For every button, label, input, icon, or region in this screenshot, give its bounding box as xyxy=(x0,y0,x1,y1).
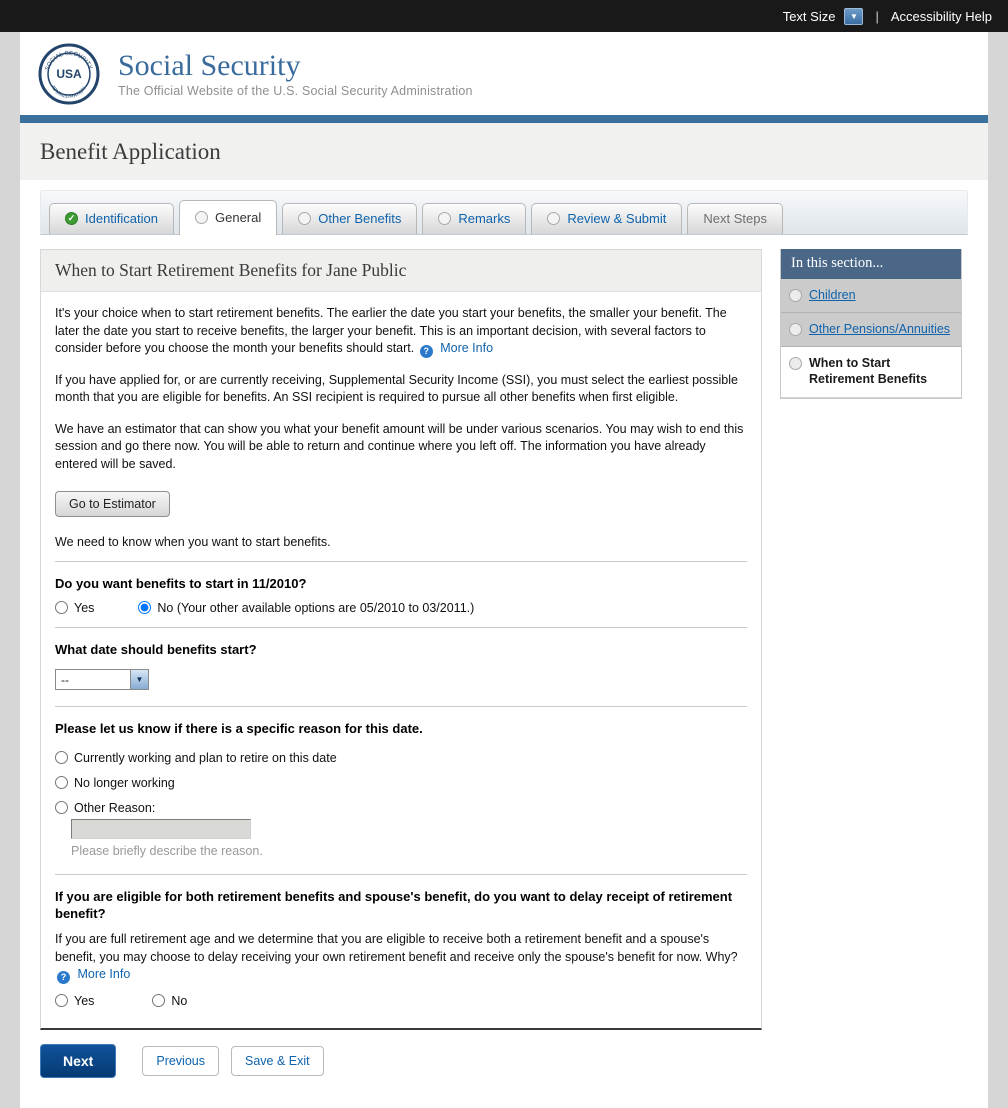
tab-label: Next Steps xyxy=(703,211,767,226)
tabstrip xyxy=(40,190,968,235)
tab-label: Identification xyxy=(85,211,158,226)
section-title: When to Start Retirement Benefits for Jane Public xyxy=(41,250,761,292)
page-container xyxy=(20,32,988,1108)
form-card xyxy=(40,249,762,1030)
question-start-label: Do you want benefits to start in 11/2010? xyxy=(55,576,307,592)
tabstrip-wrap xyxy=(20,180,988,235)
tab-general[interactable] xyxy=(179,200,277,235)
more-info-link-2[interactable]: More Info xyxy=(77,967,131,982)
reason-hint: Please briefly describe the reason. xyxy=(71,843,263,858)
start-yes-option[interactable] xyxy=(55,601,94,615)
divider xyxy=(55,874,747,875)
reason-not-working-label: No longer working xyxy=(74,775,175,790)
need-to-know-note: We need to know when you want to start benefits. xyxy=(55,535,331,550)
tab-remarks[interactable] xyxy=(422,203,526,234)
reason-other-label: Other Reason: xyxy=(74,800,156,815)
tab-review-submit[interactable] xyxy=(531,203,682,234)
tab-label: General xyxy=(215,210,262,225)
select-value: -- xyxy=(61,672,69,687)
brand-block xyxy=(118,50,473,99)
question-date-label: What date should benefits start? xyxy=(55,641,257,657)
chevron-down-icon[interactable]: ▼ xyxy=(130,670,148,689)
delay-yes-option[interactable] xyxy=(55,994,94,1008)
question-delay-options xyxy=(55,994,747,1008)
tab-other-benefits[interactable] xyxy=(282,203,417,234)
delay-yes-radio[interactable] xyxy=(55,994,68,1007)
form-actions xyxy=(20,1030,988,1078)
delay-description-text: If you are full retirement age and we determine that you are eligible to receive both a retirement benefit and a spouse's benefit, you may choose to delay receiving your own retirement benefit and receive only the spouse's benefit for now. Why? xyxy=(55,932,738,964)
next-button[interactable]: Next xyxy=(40,1044,116,1078)
page-title: Benefit Application xyxy=(40,139,221,164)
help-icon[interactable]: ? xyxy=(57,971,70,984)
section-sidebar xyxy=(780,249,962,399)
start-yes-radio[interactable] xyxy=(55,601,68,614)
benefit-start-date-select[interactable] xyxy=(55,669,149,690)
more-info-link[interactable]: More Info xyxy=(440,341,494,355)
divider xyxy=(55,627,747,628)
sidebar-link[interactable]: Other Pensions/Annuities xyxy=(809,322,951,336)
svg-text:USA: USA xyxy=(56,67,82,81)
empty-circle-icon xyxy=(789,289,802,302)
start-no-radio[interactable] xyxy=(138,601,151,614)
empty-circle-icon xyxy=(438,212,451,225)
reason-working-radio[interactable] xyxy=(55,751,68,764)
reason-working-option[interactable] xyxy=(55,751,747,765)
empty-circle-icon xyxy=(789,357,802,370)
question-reason-options xyxy=(55,751,747,858)
tab-label: Other Benefits xyxy=(318,211,402,226)
topbar-separator: | xyxy=(875,8,879,24)
intro-paragraph-3: We have an estimator that can show you what your benefit amount will be under various scenarios. You may wish to end this session and go there now. You will be able to return and continue where you left off. The information you have already entered will be saved. xyxy=(55,421,744,471)
text-size-dropdown[interactable]: ▼ xyxy=(844,8,863,25)
empty-circle-icon xyxy=(195,211,208,224)
reason-not-working-option[interactable] xyxy=(55,776,747,790)
start-no-option[interactable] xyxy=(138,601,474,615)
check-circle-icon: ✓ xyxy=(65,212,78,225)
divider xyxy=(55,706,747,707)
empty-circle-icon xyxy=(789,323,802,336)
svg-text:ADMINISTRATION: ADMINISTRATION xyxy=(49,84,88,101)
delay-yes-label: Yes xyxy=(74,993,95,1008)
site-header xyxy=(20,32,988,115)
site-title: Social Security xyxy=(118,48,301,82)
save-exit-button[interactable]: Save & Exit xyxy=(231,1046,324,1076)
delay-no-radio[interactable] xyxy=(152,994,165,1007)
delay-no-label: No xyxy=(171,993,188,1008)
header-accent-bar xyxy=(20,115,988,123)
go-to-estimator-button[interactable]: Go to Estimator xyxy=(55,491,170,517)
intro-paragraph-2: If you have applied for, or are currently receiving, Supplemental Security Income (SSI), you must select the earliest possible month that you are eligible for benefits. An SSI recipient is required to pursue all other benefits when first eligible. xyxy=(55,372,738,405)
delay-no-option[interactable] xyxy=(152,994,187,1008)
previous-button[interactable]: Previous xyxy=(142,1046,219,1076)
reason-other-option[interactable] xyxy=(55,801,747,815)
intro-text-1: It's your choice when to start retirement benefits. The earlier the date you start your benefits, the smaller your benefit. The later the date you start to receive benefits, the larger your benefit. This is an important decision, with several factors to consider before you choose the month your benefits should start. xyxy=(55,306,727,355)
sidebar-title: In this section... xyxy=(781,249,961,279)
site-subtitle: The Official Website of the U.S. Social Security Administration xyxy=(118,84,473,99)
sidebar-link[interactable]: Children xyxy=(809,288,856,302)
svg-text:SOCIAL SECURITY: SOCIAL SECURITY xyxy=(44,50,93,72)
tab-label: Review & Submit xyxy=(567,211,667,226)
help-icon[interactable]: ? xyxy=(420,345,433,358)
form-body xyxy=(41,292,761,1028)
page-title-bar xyxy=(20,123,988,180)
question-reason-label: Please let us know if there is a specific reason for this date. xyxy=(55,721,423,737)
delay-description xyxy=(55,931,747,984)
empty-circle-icon xyxy=(547,212,560,225)
divider xyxy=(55,561,747,562)
sidebar-item-other-pensions[interactable] xyxy=(781,313,961,347)
reason-not-working-radio[interactable] xyxy=(55,776,68,789)
start-yes-label: Yes xyxy=(74,600,95,615)
reason-other-radio[interactable] xyxy=(55,801,68,814)
text-size-label: Text Size xyxy=(782,8,836,24)
accessibility-help-link[interactable]: Accessibility Help xyxy=(890,8,992,24)
reason-working-label: Currently working and plan to retire on this date xyxy=(74,750,337,765)
tab-label: Remarks xyxy=(458,211,511,226)
empty-circle-icon xyxy=(298,212,311,225)
ssa-seal-logo xyxy=(38,43,100,105)
sidebar-item-children[interactable] xyxy=(781,279,961,313)
sidebar-item-when-to-start xyxy=(781,347,961,398)
question-start-options xyxy=(55,601,747,615)
content-region xyxy=(20,235,988,1030)
start-no-label: No (Your other available options are 05/2010 to 03/2011.) xyxy=(157,600,475,615)
other-reason-input[interactable] xyxy=(71,819,251,839)
intro-paragraph-1 xyxy=(55,305,747,358)
tab-next-steps xyxy=(687,203,783,234)
tab-identification[interactable] xyxy=(49,203,174,234)
top-utility-bar xyxy=(0,0,1008,32)
sidebar-current-label: When to Start Retirement Benefits xyxy=(809,356,928,386)
question-delay-label: If you are eligible for both retirement benefits and spouse's benefit, do you want to delay receipt of retirement benefit? xyxy=(55,888,733,922)
